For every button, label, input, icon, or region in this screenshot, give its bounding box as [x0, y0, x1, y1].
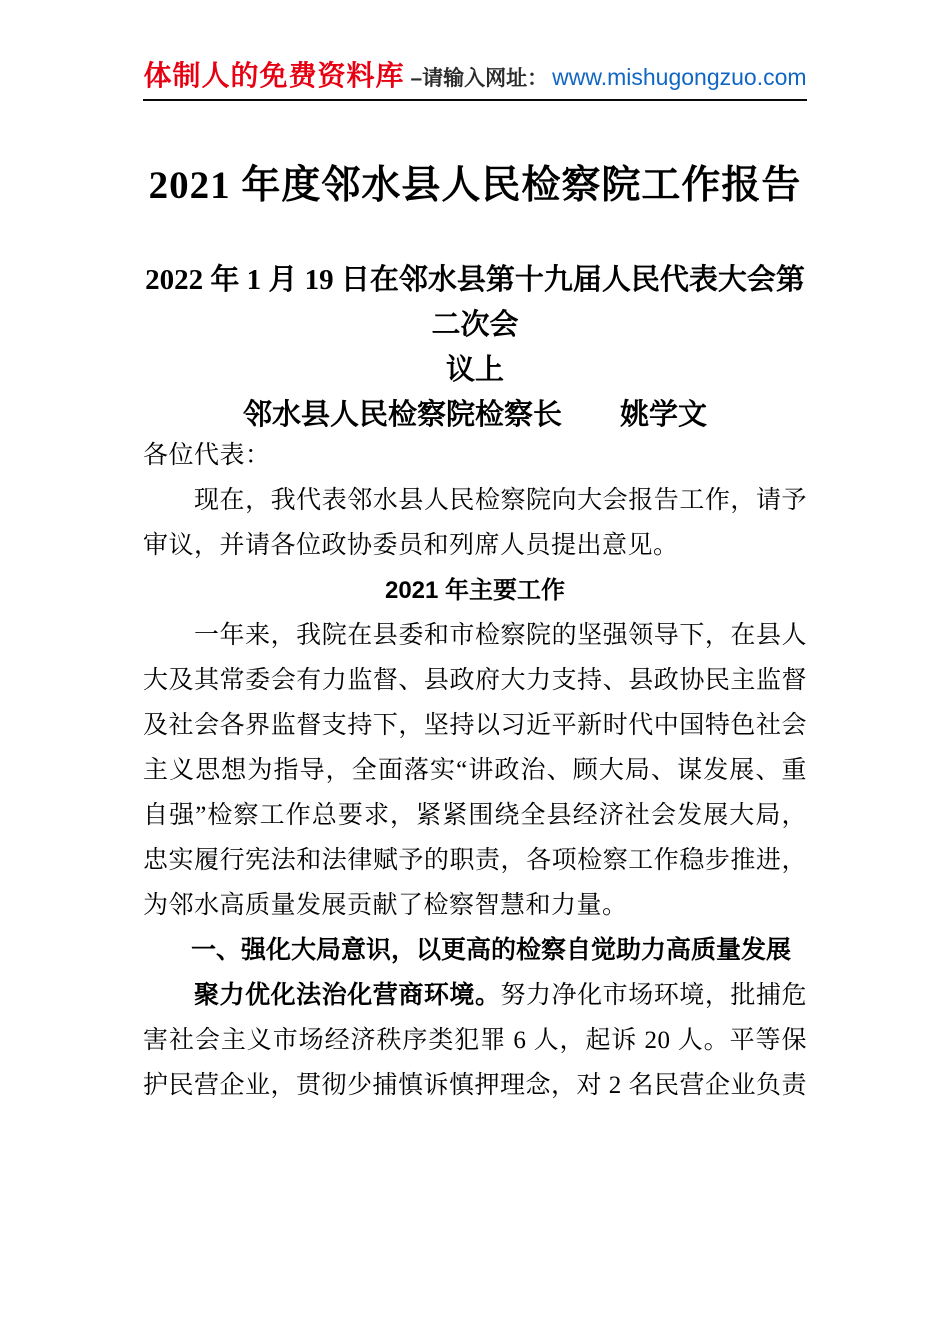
subtitle-line-2: 议上 — [445, 354, 504, 386]
paragraph-lead-bold: 聚力优化法治化营商环境。 — [194, 982, 501, 1009]
intro-paragraph: 现在，我代表邻水县人民检察院向大会报告工作，请予审议，并请各位政协委员和列席人员提出意见。 — [143, 487, 807, 559]
greeting: 各位代表： — [143, 442, 271, 469]
overview-paragraph: 一年来，我院在县委和市检察院的坚强领导下，在县人大及其常委会有力监督、县政府大力支持、县政协民主监督及社会各界监督支持下，坚持以习近平新时代中国特色社会主义思想为指导，全面落实“讲政治、顾大局、谋发展、重自强”检察工作总要求，紧紧围绕全县经济社会发展大局，忠实履行宪法和法律赋予的职责，各项检察工作稳步推进，为邻水高质量发展贡献了检察智慧和力量。 — [143, 622, 807, 919]
site-header — [143, 0, 807, 101]
subtitle-block — [143, 258, 807, 438]
section-title: 2021 年主要工作 — [384, 577, 566, 604]
brand-text: 体制人的免费资料库 — [143, 60, 405, 91]
section-1-paragraph — [143, 973, 807, 1108]
site-url-link[interactable]: www.mishugongzuo.com — [552, 64, 807, 90]
site-header-text — [143, 54, 807, 94]
subtitle-line-1: 2022 年 1 月 19 日在邻水县第十九届人民代表大会第二次会 — [145, 264, 805, 341]
paragraph-body: 努力净化市场环境，批捕危害社会主义市场经济秩序类犯罪 6 人，起诉 20 人。平等保护民营企业，贯彻少捕慎诉慎押理念，对 2 名民营企业负责 — [143, 982, 808, 1099]
section-1-heading: 一、强化大局意识，以更高的检察自觉助力高质量发展 — [191, 936, 792, 964]
doc-title: 2021 年度邻水县人民检察院工作报告 — [148, 164, 802, 207]
url-prompt-text: –请输入网址： — [410, 67, 549, 90]
document-body — [143, 433, 807, 1108]
author-line: 邻水县人民检察院检察长 姚学文 — [242, 399, 707, 431]
